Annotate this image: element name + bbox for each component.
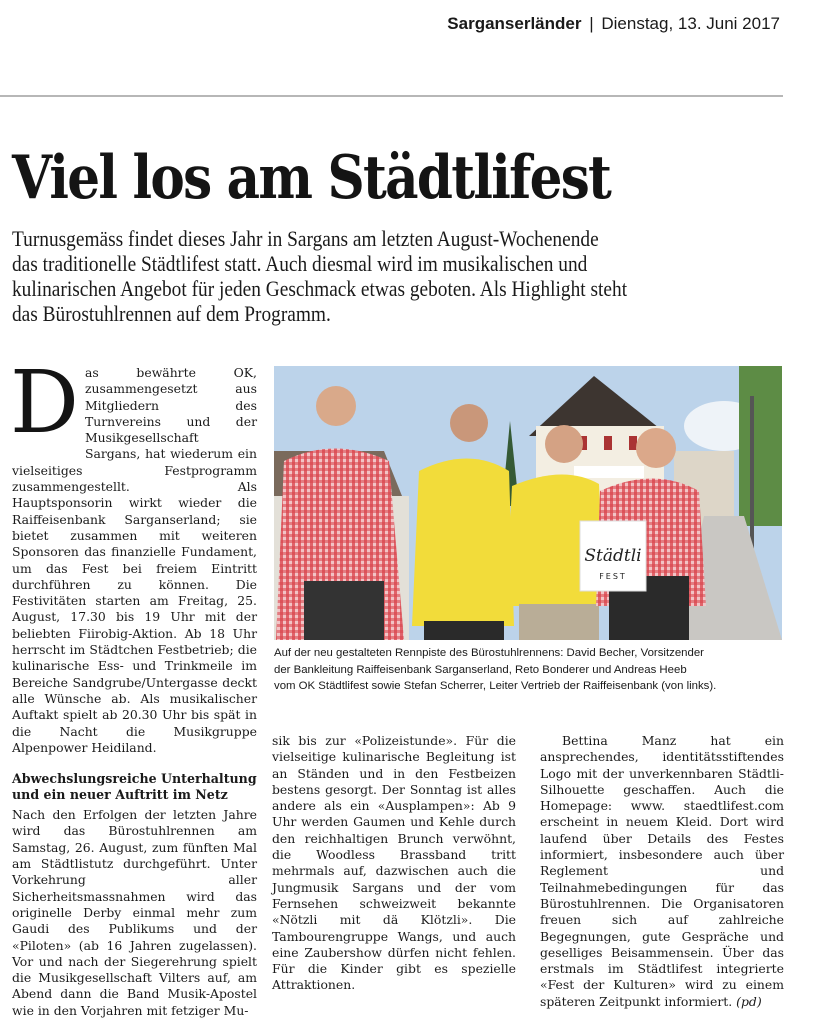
sign-title: Städtli: [584, 546, 642, 566]
column-1: [10, 353, 257, 1019]
photo-illustration: [274, 366, 782, 640]
article-lead: [12, 226, 769, 326]
header-rule: [0, 95, 783, 97]
lead-line: Turnusgemäss findet dieses Jahr in Sargans am letzten August-Wochenende: [12, 226, 599, 251]
column-3: [540, 733, 784, 1010]
author-signature: (pd): [736, 993, 762, 1009]
person-1-head: [316, 386, 356, 426]
article-headline: Viel los am Städtlifest: [12, 143, 611, 213]
body-paragraph-race: Nach den Erfolgen der letzten Jahre wird das Bürostuhlrennen am Samstag, 26. August, zum fünften Mal am Städtlistutz durchgeführt. Unter Vorkehrung aller Sicherheitsmassnahmen wird das originelle Derby einmal mehr zum Gaudi des Publikums und der «Piloten» (ab 16 Jahren zugelassen). Vor und nach der Siegerehrung spielt die Musikgesellschaft Vilters auf, am Abend dann die Band Musik-Apostel wie in den Vorjahren mit fetziger Mu-: [12, 807, 257, 1018]
article-photo: [274, 366, 782, 640]
person-1-trousers: [304, 581, 384, 640]
drop-cap: D: [10, 353, 79, 453]
masthead: [447, 14, 780, 34]
photo-caption: [274, 645, 794, 695]
section-subheading: Abwechslungsreiche Unterhaltung und ein neuer Auftritt im Netz: [12, 771, 257, 803]
person-2-head: [450, 404, 488, 442]
caption-line: der Bankleitung Raiffeisenbank Sarganserland, Reto Bonderer und Andreas Heeb: [274, 663, 687, 676]
body-paragraph-logo: [540, 733, 784, 1010]
balcony: [574, 466, 644, 478]
caption-line: Auf der neu gestalteten Rennpiste des Bürostuhlrennens: David Becher, Vorsitzender: [274, 647, 704, 659]
person-3-trousers: [519, 604, 599, 640]
body-text: Bettina Manz hat ein ansprechendes, identitätsstiftendes Logo mit der unverkennbaren Städtli-Silhouette geschaffen. Auch die Homepage: www. staedtlifest.com erscheint in neuem Kleid. Dort wird laufend über Details des Festes informiert, insbesondere auch über Reglement und Teilnahmebedingungen für das Bürostuhlrennen. Die Organisatoren freuen sich auf zahlreiche Begegnungen, gute Gespräche und geselliges Beisammensein. Über das erstmals im Städtlifest integrierte «Fest der Kulturen» wird zu einem späteren Zeitpunkt informiert.: [540, 733, 784, 1009]
trees-right: [739, 366, 782, 526]
person-4-head: [636, 428, 676, 468]
person-3-head: [545, 425, 583, 463]
window-shutter: [629, 436, 637, 450]
lead-line: das Bürostuhlrennen auf dem Programm.: [12, 301, 331, 326]
masthead-separator: |: [589, 14, 594, 33]
caption-line: vom OK Städtlifest sowie Stefan Scherrer, Leiter Vertrieb der Raiffeisenbank (von links).: [274, 680, 717, 692]
person-2-trousers: [424, 621, 504, 640]
publication-date: Dienstag, 13. Juni 2017: [601, 14, 780, 33]
column-2: [272, 733, 516, 994]
body-paragraph-intro: as bewährte OK, zusammengesetzt aus Mitgliedern des Turnvereins und der Musikgesellschaft Sargans, hat wiederum ein vielseitiges Festprogramm zusammengestellt. Als Hauptsponsorin wirkt wieder die Raiffeisenbank Sarganserland; sie bietet zusammen mit weiteren Sponsoren das finanzielle Fundament, um das Fest bei freiem Eintritt durchführen zu können. Die Festivitäten starten am Freitag, 25. August, 17.30 bis 19 Uhr mit der beliebten Fiirobig-Aktion. Ab 18 Uhr herrscht im Städtchen Festbetrieb; die kulinarische Ess- und Trinkmeile im Bereiche Sandgrube/Untergasse deckt alle Wünsche ab. Als musikalischer Auftakt spielt ab 20.30 Uhr bis spät in die Nacht die Musikgruppe Alpenpower Heidiland.: [12, 365, 257, 755]
lead-line: kulinarischen Angebot für jeden Geschmack etwas geboten. Als Highlight steht: [12, 276, 628, 301]
person-2-shirt: [412, 459, 514, 627]
sign-subtitle: FEST: [599, 572, 627, 581]
window-shutter: [604, 436, 612, 450]
newspaper-name: Sarganserländer: [447, 14, 582, 33]
lead-line: das traditionelle Städtlifest statt. Auch diesmal wird im musikalischen und: [12, 251, 588, 276]
body-paragraph-program: sik bis zur «Polizeistunde». Für die vielseitige kulinarische Begleitung ist an Ständen und in den Festbeizen bestens gesorgt. Der Sonntag ist alles andere als ein «Ausplampen»: Ab 9 Uhr werden Gaumen und Kehle durch den reichhaltigen Brunch verwöhnt, die Woodless Brassband tritt mehrmals auf, dazwischen auch die Jungmusik Sargans und der vom Fernsehen schweizweit bekannte «Nötzli mit dä Klötzli». Die Tambourengruppe Wangs, und auch eine Zaubershow dürfen nicht fehlen. Für die Kinder gibt es spezielle Attraktionen.: [272, 733, 516, 993]
